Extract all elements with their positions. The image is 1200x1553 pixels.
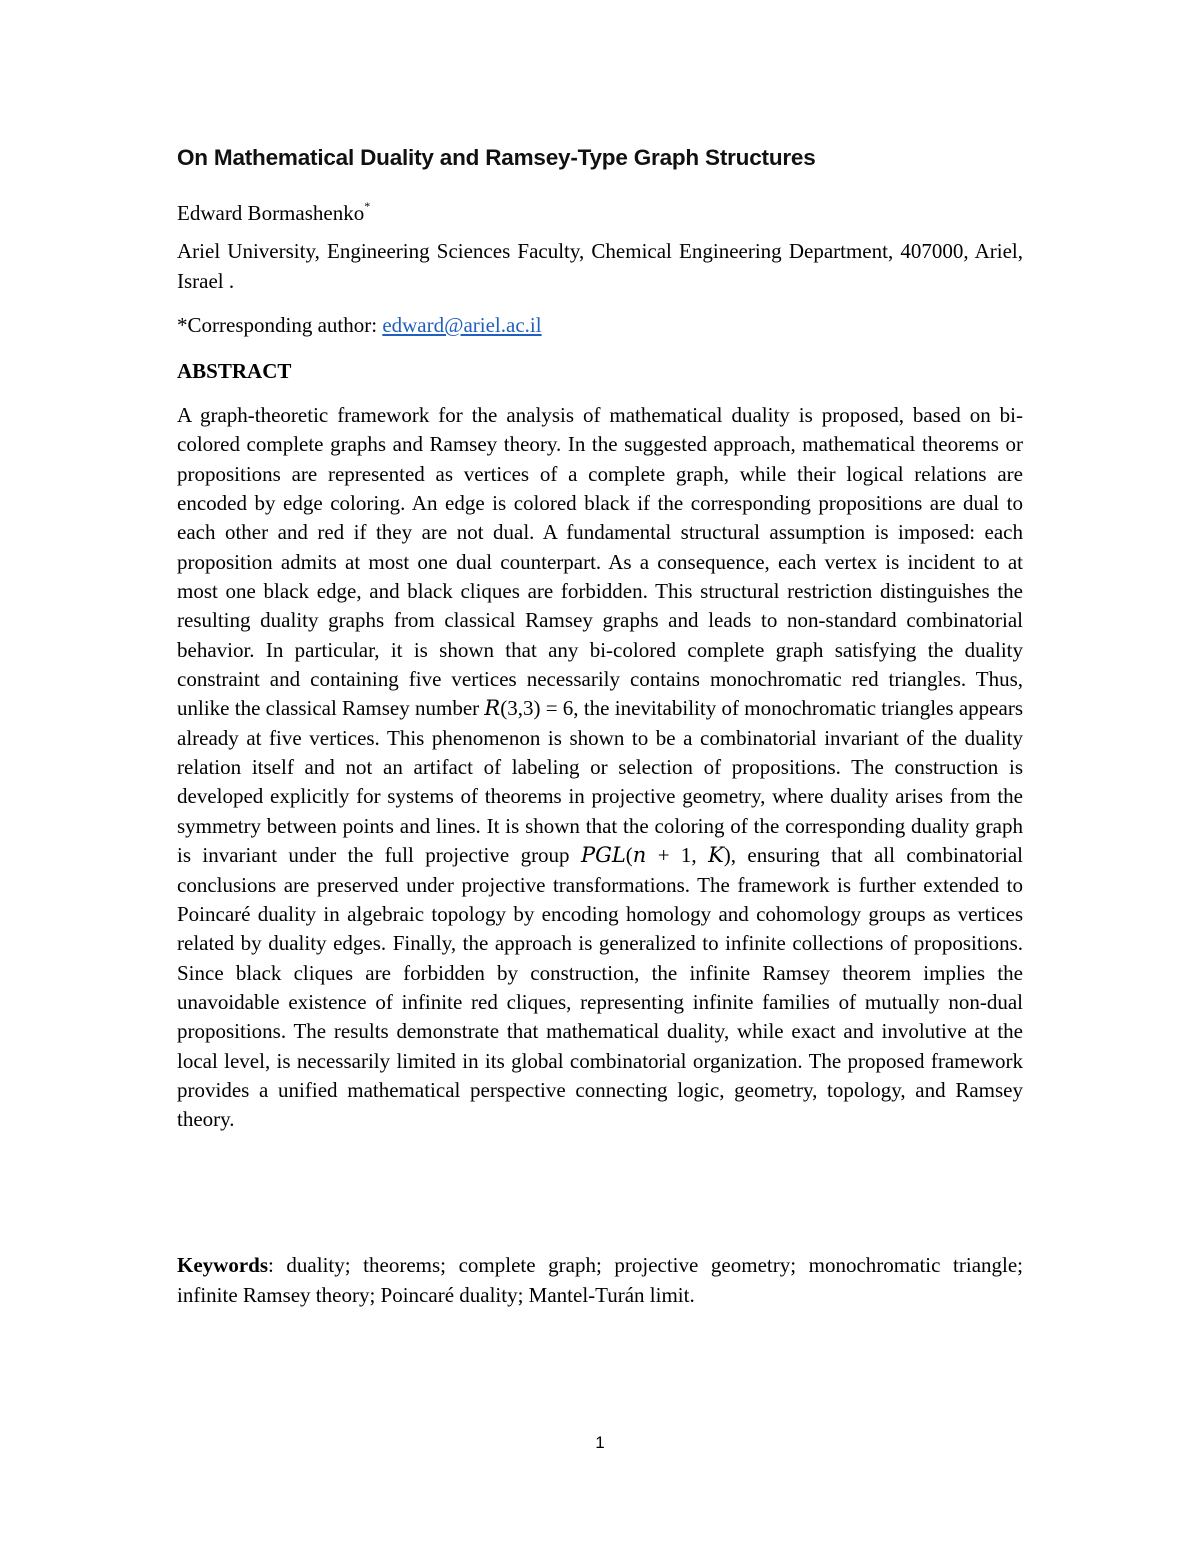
- page-number: 1: [595, 1433, 605, 1452]
- corresponding-author: [177, 311, 1023, 341]
- keywords-list: : duality; theorems; complete graph; projective geometry; monochromatic triangle; infinite Ramsey theory; Poincaré duality; Mantel-Turán limit.: [177, 1253, 1023, 1307]
- corresponding-mark: *: [364, 199, 371, 213]
- corresponding-label: *Corresponding author:: [177, 313, 383, 337]
- affiliation: Ariel University, Engineering Sciences Faculty, Chemical Engineering Department, 407000, Ariel, Israel .: [177, 239, 1023, 293]
- keywords: [177, 1251, 1023, 1310]
- abstract-body: A graph-theoretic framework for the analysis of mathematical duality is proposed, based on bi-colored complete graphs and Ramsey theory. In the suggested approach, mathematical theorems or propositions are represented as vertices of a complete graph, while their logical relations are encoded by edge coloring. An edge is colored black if the corresponding propositions are dual to each other and red if they are not dual. A fundamental structural assumption is imposed: each proposition admits at most one dual counterpart. As a consequence, each vertex is incident to at most one black edge, and black cliques are forbidden. This structural restriction distinguishes the resulting duality graphs from classical Ramsey graphs and leads to non-standard combinatorial behavior. In particular, it is shown that any bi-colored complete graph satisfying the duality constraint and containing five vertices necessarily contains monochromatic red triangles. Thus, unlike the classical Ramsey number 𝑅(3,3) = 6, the inevitability of monochromatic triangles appears already at five vertices. This phenomenon is shown to be a combinatorial invariant of the duality relation itself and not an artifact of labeling or selection of propositions. The construction is developed explicitly for systems of theorems in projective geometry, where duality arises from the symmetry between points and lines. It is shown that the coloring of the corresponding duality graph is invariant under the full projective group 𝑃𝐺𝐿(𝑛 + 1, 𝐾), ensuring that all combinatorial conclusions are preserved under projective transformations. The framework is further extended to Poincaré duality in algebraic topology by encoding homology and cohomology groups as vertices related by duality edges. Finally, the approach is generalized to infinite collections of propositions. Since black cliques are forbidden by construction, the infinite Ramsey theorem implies the unavoidable existence of infinite red cliques, representing infinite families of mutually non-dual propositions. The results demonstrate that mathematical duality, while exact and involutive at the local level, is necessarily limited in its global combinatorial organization. The proposed framework provides a unified mathematical perspective connecting logic, geometry, topology, and Ramsey theory.: [177, 403, 1023, 1132]
- abstract-heading: ABSTRACT: [177, 359, 292, 383]
- author-line: [177, 194, 1023, 227]
- paper-title: On Mathematical Duality and Ramsey-Type Graph Structures: [177, 145, 816, 170]
- author-name: Edward Bormashenko: [177, 201, 365, 225]
- email-link[interactable]: edward@ariel.ac.il: [382, 313, 542, 337]
- keywords-label: Keywords: [177, 1253, 268, 1277]
